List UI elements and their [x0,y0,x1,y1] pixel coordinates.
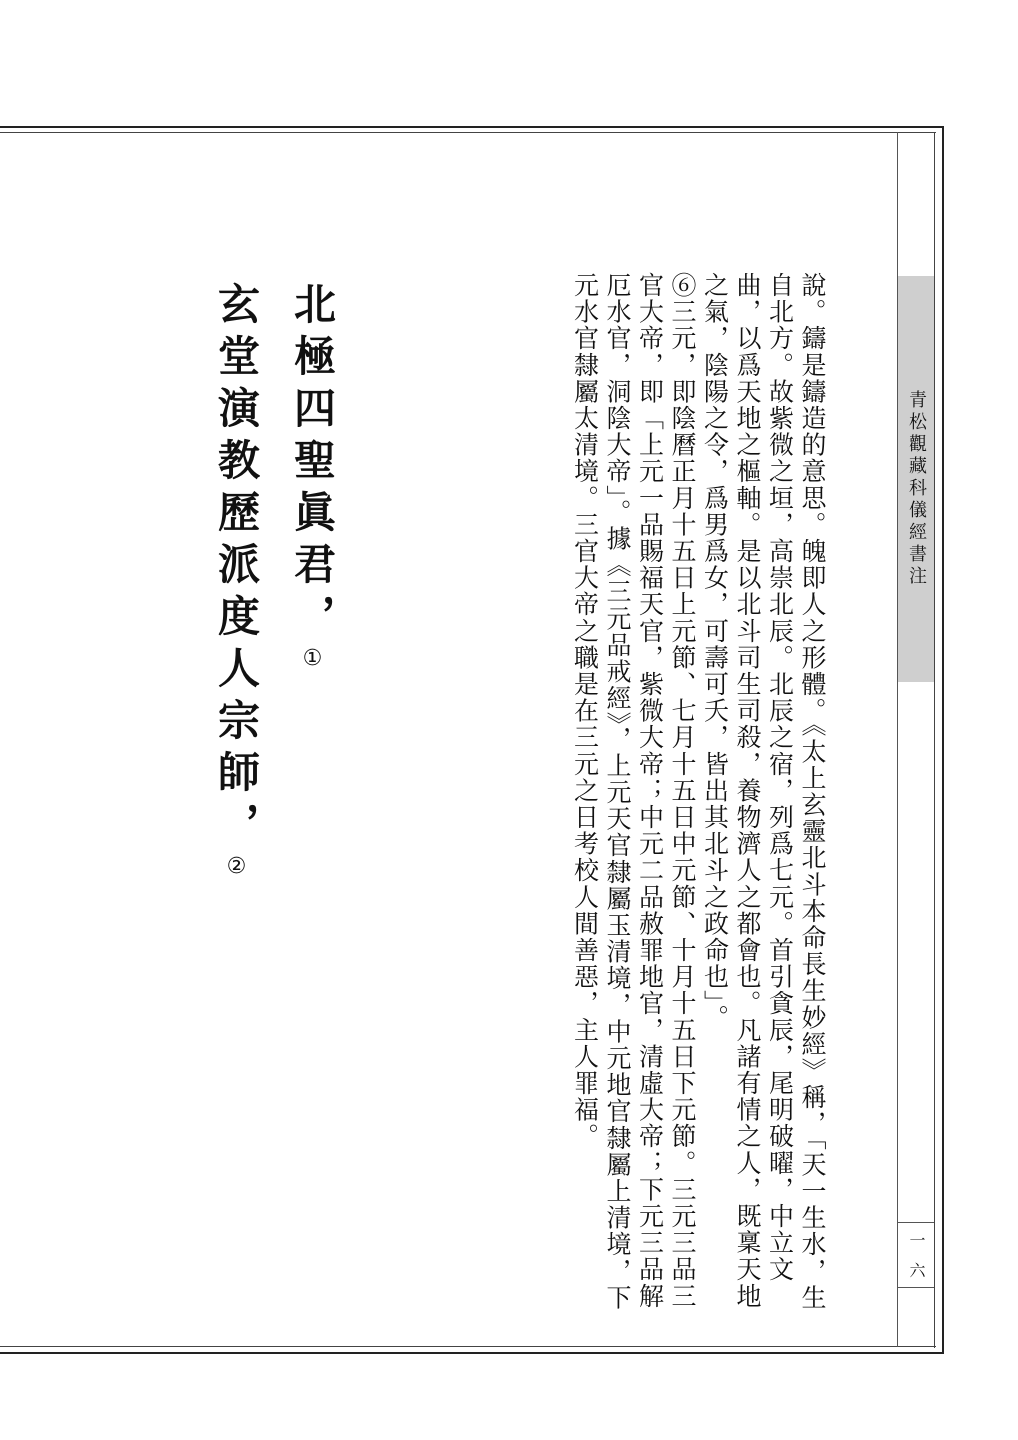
commentary-paragraph: 說。鑄是鑄造的意思。魄即人之形體。《太上玄靈北斗本命長生妙經》稱，「天一生水，生自北方。故紫微之垣，高崇北辰。北辰之宿，列爲七元。首引貪辰，尾明破曜，中立文曲，以爲天地之樞軸。是以北斗司生司殺，養物濟人之都會也。凡諸有情之人，既稟天地之氣，陰陽之令，爲男爲女，可壽可夭，皆出其北斗之政命也」。 [700,272,827,1311]
frame-top-inner-rule [0,132,936,133]
scripture-heading [206,282,266,889]
commentary-text [408,272,828,1332]
footnote-marker: ① [300,646,325,681]
scripture-heading [282,282,342,681]
frame-bottom-outer-rule [0,1352,944,1354]
frame-top-outer-rule [0,126,944,128]
running-header-title: 青松觀藏科儀經書注 [906,390,927,588]
heading-text: 北極四聖眞君， [288,282,337,646]
frame-bottom-inner-rule [0,1346,936,1347]
frame-right-inner-rule [934,132,935,1348]
frame-right-outer-rule [942,126,944,1354]
commentary-paragraph: ⑥三元，即陰曆正月十五日上元節、七月十五日中元節、十月十五日下元節。三元三品三官大帝，即「上元一品賜福天官，紫微大帝；中元二品赦罪地官，清虛大帝；下元三品解厄水官，洞陰大帝」。據《三元品戒經》，上元天官隸屬玉清境，中元地官隸屬上清境，下元水官隸屬太清境。三官大帝之職是在三元之日考校人間善惡，主人罪福。 [570,272,697,1311]
page-number: 一六 [907,1232,926,1292]
heading-text: 玄堂演教歷派度人宗師， [212,282,261,854]
footnote-marker: ② [224,854,249,889]
